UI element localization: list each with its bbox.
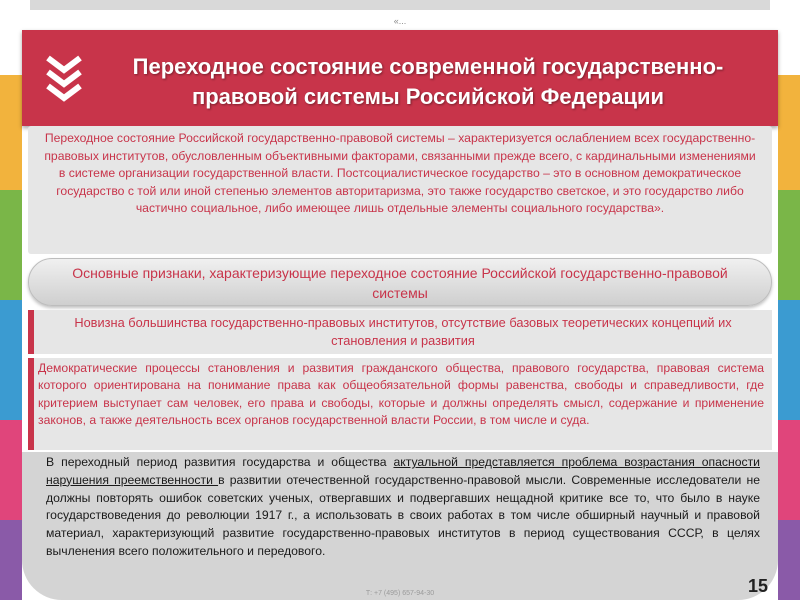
chevrons-down-icon [44,52,84,102]
slide [22,10,778,600]
footer-note: Т: +7 (495) 657-94-30 [365,590,435,597]
intro-definition: Переходное состояние Российской государственно-правовой системы – характеризуется ослаблением всех государственно-правовых институтов, обусловленным объективными факторами, связанными прежде всего, с кардинальными изменениями в системе организации государственной власти. Постсоциалистическое государство – это в основном демократическое государство с той или иной степенью элементов авторитаризма, это также государство светское, и это государство либо частично социальное, либо имеющее лишь отдельные элементы социального государства». [28,126,772,254]
slide-title: Переходное состояние современной государственно-правовой системы Российской Федерации [132,54,724,109]
feature-novelty: Новизна большинства государственно-правовых институтов, отсутствие базовых теоретических концепций их становления и развития [28,310,772,354]
feature-continuity [22,452,778,600]
top-mark: «... [393,16,407,26]
title-bar [22,30,778,126]
feature-democratic-processes: Демократические процессы становления и развития гражданского общества, правового государства, правовая система которого ориентирована на понимание права как общеобязательной формы равенства, свободы и справедливости, где критерием выступает сам человек, его права и свободы, которые и должны определять смысл, содержание и применение законов, а также деятельность всех органов государственной власти России, в том числе и суда. [28,358,772,450]
features-heading: Основные признаки, характеризующие переходное состояние Российской государственно-правовой системы [28,258,772,306]
feature-continuity-text-1: В переходный период развития государства и общества [46,455,394,469]
feature-continuity-text-2: в развитии отечественной государственно-правовой мысли. Современные исследователи не должны повторять ошибок советских ученых, отвергавших и подвергавших нещадной критике все то, что было в науке государствоведения до революции 1917 г., а использовать в своих работах в том числе обширный научный и правовой материал, характеризующий развитие государственно-правовых институтов в период существования СССР, в целях вычленения всего положительного и передового. [46,472,760,558]
page-number: 15 [747,576,768,596]
feature-continuity-underlined: актуальной представляется проблема возрастания опасности нарушения преемственности [46,455,760,487]
